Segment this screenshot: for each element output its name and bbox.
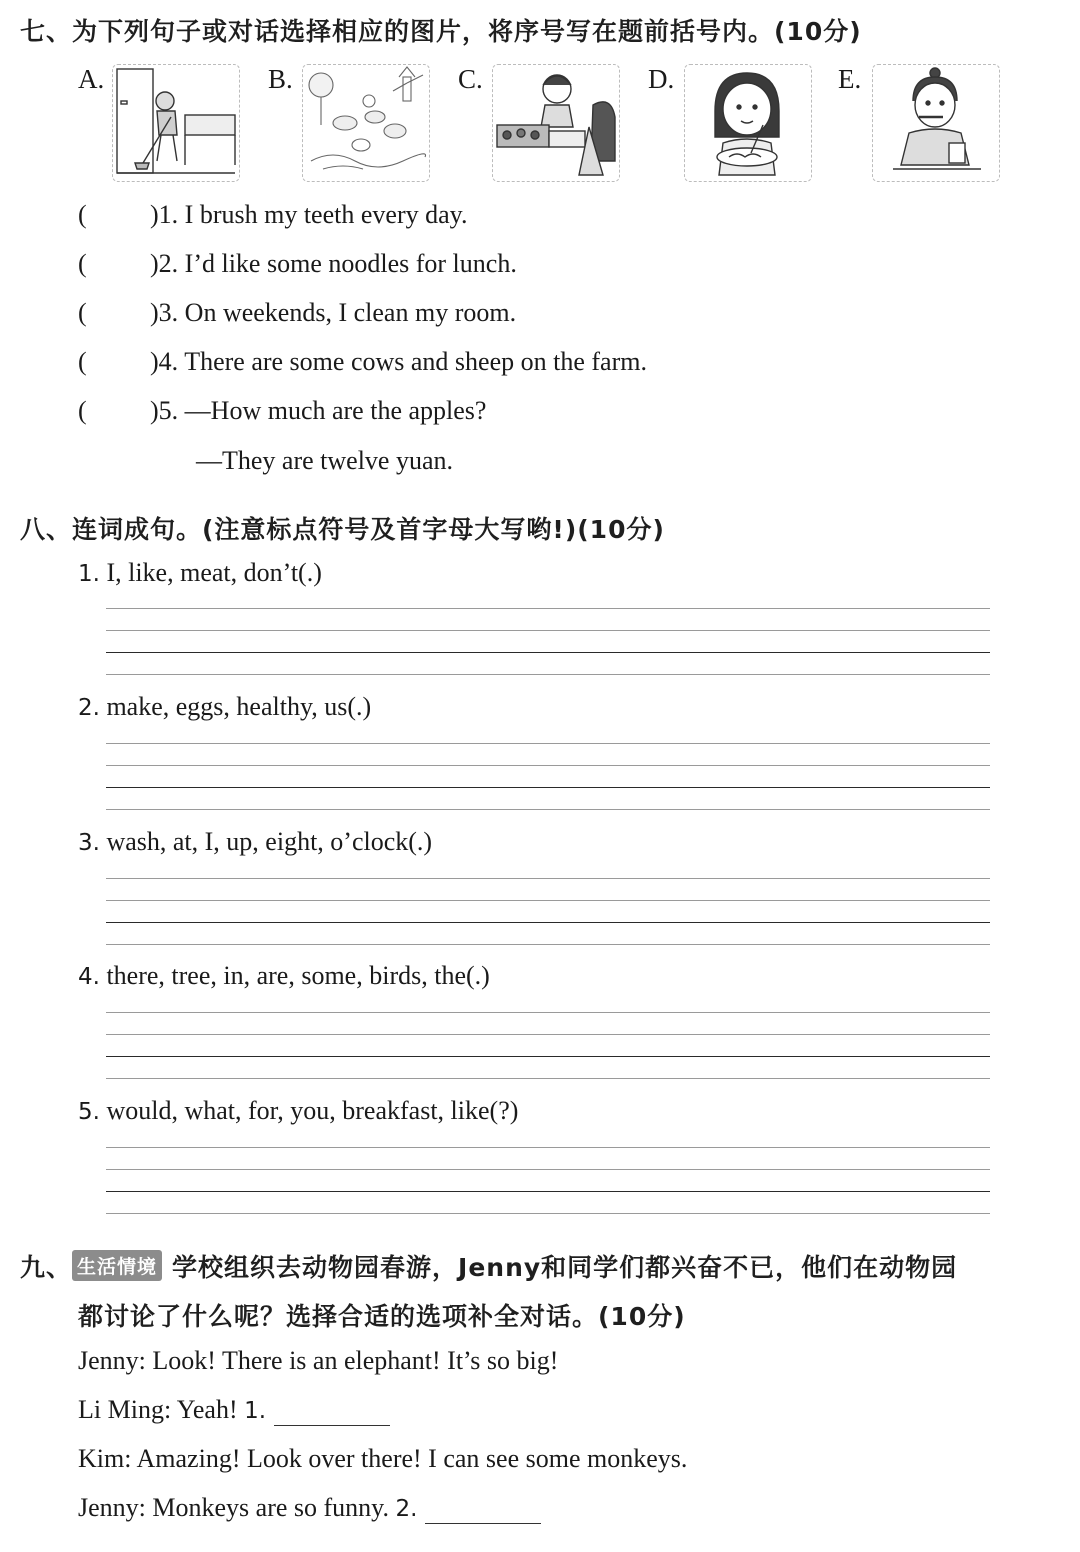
option-d-label: D. xyxy=(648,64,675,94)
question-2-number: )2. xyxy=(150,249,179,278)
answer-paren-3: ( xyxy=(78,298,87,327)
writing-line xyxy=(106,743,990,744)
dialogue-line-2 xyxy=(78,1395,390,1426)
question-1-number: )1. xyxy=(150,200,179,229)
sentence-item-2-number: 2. xyxy=(78,695,100,721)
farm-animals-picture xyxy=(302,64,430,182)
writing-line xyxy=(106,1012,990,1013)
sentence-item-3-words: wash, at, I, up, eight, o’clock(.) xyxy=(106,827,433,856)
section9-title-line2: 都讨论了什么呢？选择合适的选项补全对话。(10分) xyxy=(78,1302,686,1331)
writing-line xyxy=(106,809,990,810)
section8-title: 八、连词成句。(注意标点符号及首字母大写哟!)(10分) xyxy=(20,515,665,544)
writing-line xyxy=(106,608,990,609)
answer-paren-5: ( xyxy=(78,396,87,425)
writing-line xyxy=(106,1147,990,1148)
writing-line-baseline xyxy=(106,1191,990,1192)
question-4-text: There are some cows and sheep on the farm. xyxy=(184,347,647,376)
question-1-text: I brush my teeth every day. xyxy=(184,200,468,229)
question-4-number: )4. xyxy=(150,347,179,376)
writing-line xyxy=(106,944,990,945)
life-context-badge: 生活情境 xyxy=(72,1250,162,1281)
dialogue-line-1: Jenny: Look! There is an elephant! It’s so big! xyxy=(78,1346,559,1375)
sentence-item-5-words: would, what, for, you, breakfast, like(?) xyxy=(106,1096,519,1125)
sentence-item-2-words: make, eggs, healthy, us(.) xyxy=(106,692,372,721)
sentence-item-4-words: there, tree, in, are, some, birds, the(.) xyxy=(106,961,490,990)
sentence-item-3-number: 3. xyxy=(78,830,100,856)
option-b-label: B. xyxy=(268,64,293,94)
writing-line xyxy=(106,1034,990,1035)
question-3-text: On weekends, I clean my room. xyxy=(184,298,517,327)
dialogue-blank-1-number: 1. xyxy=(244,1398,267,1424)
question-1 xyxy=(150,200,467,230)
writing-line xyxy=(106,630,990,631)
question-5-reply: —They are twelve yuan. xyxy=(196,446,454,475)
option-e-label: E. xyxy=(838,64,862,94)
question-3 xyxy=(150,298,516,328)
sentence-item-1-words: I, like, meat, don’t(.) xyxy=(106,558,322,587)
sentence-item-4 xyxy=(78,961,490,991)
section9-title-line1: 学校组织去动物园春游，Jenny和同学们都兴奋不已，他们在动物园 xyxy=(172,1253,958,1282)
sentence-item-3 xyxy=(78,827,432,857)
girl-buying-food-picture xyxy=(492,64,620,182)
question-5-text: —How much are the apples? xyxy=(184,396,487,425)
writing-line-baseline xyxy=(106,652,990,653)
answer-blank-1[interactable] xyxy=(274,1399,390,1426)
question-3-number: )3. xyxy=(150,298,179,327)
writing-line xyxy=(106,674,990,675)
answer-paren-1: ( xyxy=(78,200,87,229)
writing-line-baseline xyxy=(106,922,990,923)
question-2-text: I’d like some noodles for lunch. xyxy=(184,249,517,278)
question-2 xyxy=(150,249,517,279)
writing-line xyxy=(106,1169,990,1170)
boy-brushing-teeth-picture xyxy=(872,64,1000,182)
dialogue-blank-2-number: 2. xyxy=(395,1496,418,1522)
dialogue-line-2-text: Li Ming: Yeah! xyxy=(78,1395,238,1424)
writing-line xyxy=(106,1078,990,1079)
writing-line xyxy=(106,878,990,879)
section9-number: 九、 xyxy=(20,1253,73,1282)
dialogue-line-4 xyxy=(78,1493,541,1524)
sentence-item-5 xyxy=(78,1096,518,1126)
answer-paren-4: ( xyxy=(78,347,87,376)
girl-eating-noodles-picture xyxy=(684,64,812,182)
option-c-label: C. xyxy=(458,64,483,94)
boy-sweeping-room-picture xyxy=(112,64,240,182)
dialogue-line-3: Kim: Amazing! Look over there! I can see some monkeys. xyxy=(78,1444,688,1473)
sentence-item-5-number: 5. xyxy=(78,1099,100,1125)
question-5-number: )5. xyxy=(150,396,179,425)
sentence-item-2 xyxy=(78,692,371,722)
answer-paren-2: ( xyxy=(78,249,87,278)
writing-line xyxy=(106,1213,990,1214)
section7-title: 七、为下列句子或对话选择相应的图片，将序号写在题前括号内。(10分) xyxy=(20,17,862,46)
sentence-item-1-number: 1. xyxy=(78,561,100,587)
question-5 xyxy=(150,396,486,426)
option-a-label: A. xyxy=(78,64,105,94)
answer-blank-2[interactable] xyxy=(425,1497,541,1524)
question-4 xyxy=(150,347,647,377)
sentence-item-4-number: 4. xyxy=(78,964,100,990)
section9-title xyxy=(20,1248,957,1284)
writing-line xyxy=(106,765,990,766)
sentence-item-1 xyxy=(78,558,322,588)
dialogue-line-4-text: Jenny: Monkeys are so funny. xyxy=(78,1493,389,1522)
writing-line-baseline xyxy=(106,787,990,788)
writing-line-baseline xyxy=(106,1056,990,1057)
writing-line xyxy=(106,900,990,901)
